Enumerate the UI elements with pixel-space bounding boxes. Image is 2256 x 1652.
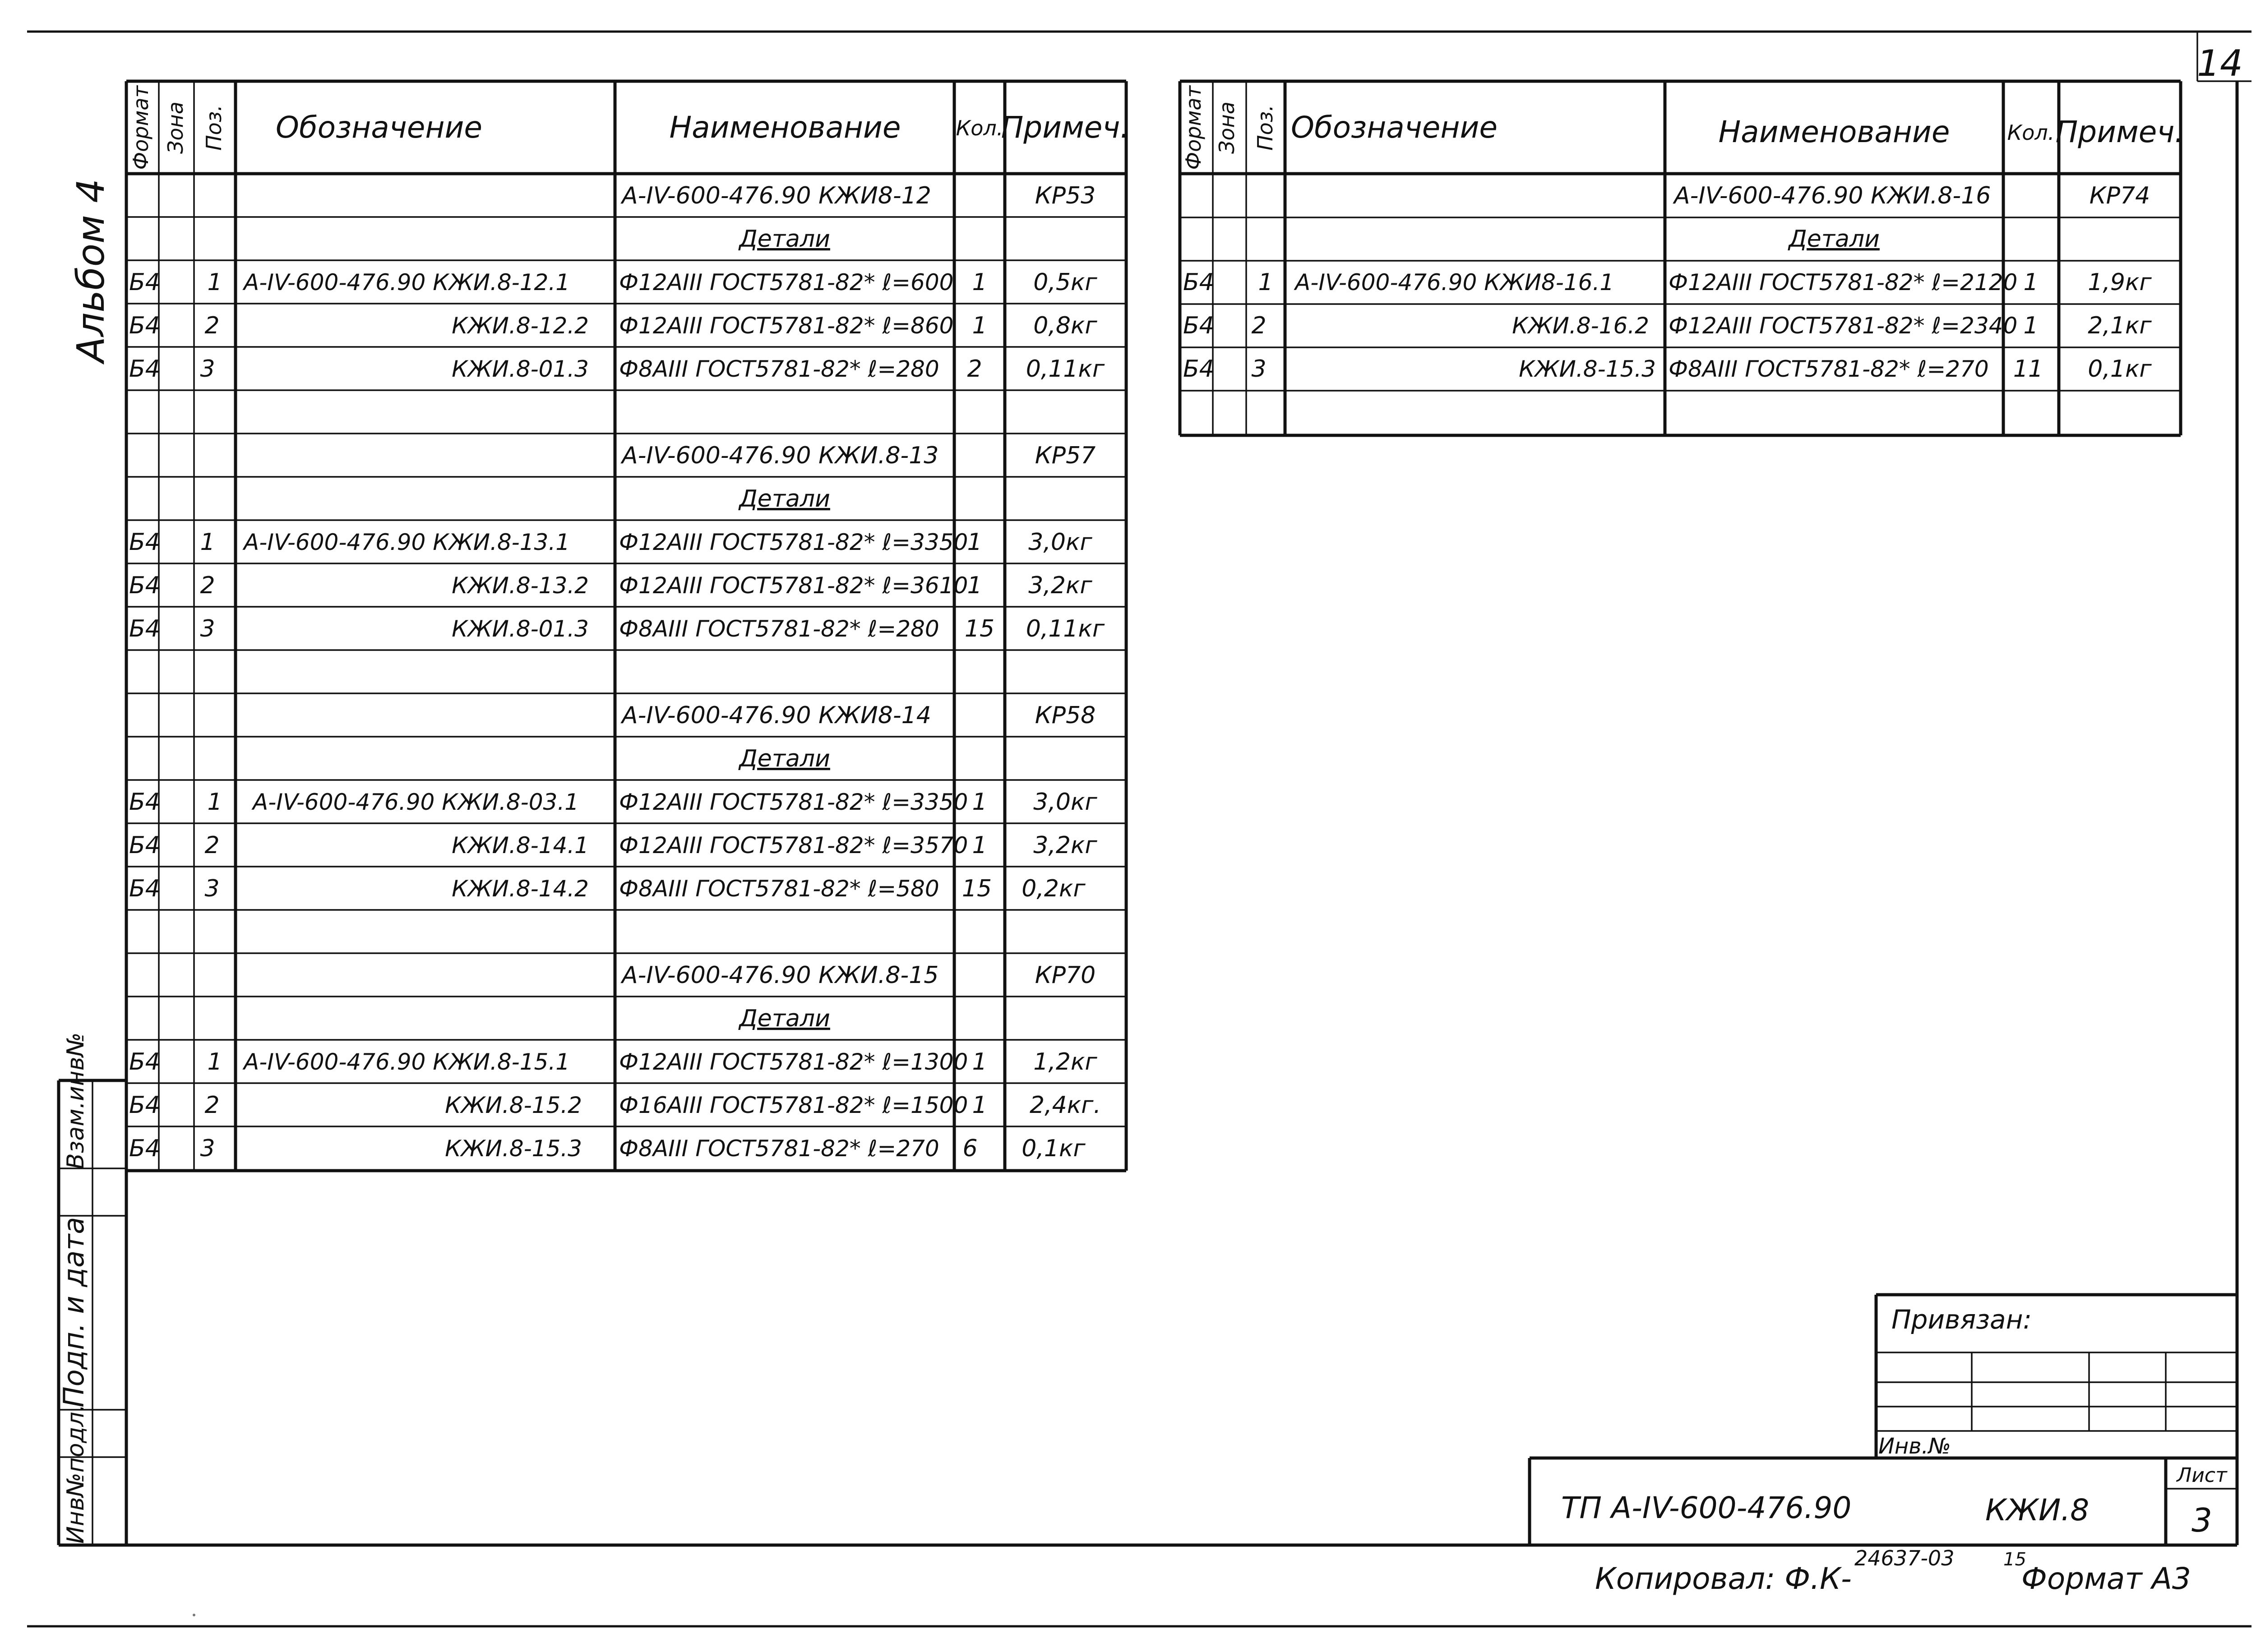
left-table-row [129, 615, 1105, 642]
row-pos: 2 [1251, 312, 1267, 339]
left-table-row [129, 832, 1097, 859]
row-name: Ф12АIII ГОСТ5781-82* ℓ=600 [619, 269, 954, 295]
dot-mark [193, 1614, 195, 1616]
stamp-replace-inv: Взам.инв№ [62, 1032, 89, 1169]
linked-box [1876, 1295, 2237, 1459]
row-format: Б4 [129, 615, 160, 642]
row-pos: 1 [207, 269, 222, 296]
title-mark: КЖИ.8 [1985, 1493, 2090, 1527]
row-section-title: Детали [1789, 226, 1880, 253]
row-format: Б4 [129, 832, 160, 859]
header-designation: Обозначение [1291, 110, 1498, 145]
row-name: Ф12АIII ГОСТ5781-82* ℓ=3350 [619, 529, 968, 555]
row-pos: 3 [204, 875, 220, 902]
title-code: ТП А-IV-600-476.90 [1561, 1490, 1852, 1525]
title-sheet-label: Лист [2177, 1464, 2227, 1487]
row-format: Б4 [129, 1048, 160, 1075]
row-designation: А-IV-600-476.90 КЖИ8-16.1 [1295, 269, 1614, 295]
row-note: 0,11кг [1026, 355, 1105, 383]
row-note: 2,4кг. [1030, 1092, 1101, 1119]
row-designation: А-IV-600-476.90 КЖИ.8-13.1 [244, 529, 570, 555]
stamp-inv-orig: Инв№подл. [62, 1404, 89, 1544]
left-table-row [620, 182, 1096, 209]
row-designation: КЖИ.8-13.2 [452, 572, 589, 599]
header-pos: Поз. [1253, 105, 1277, 151]
left-table-row [620, 442, 1096, 469]
row-qty: 1 [972, 1048, 987, 1075]
row-pos: 1 [200, 529, 215, 556]
header-format: Формат [129, 85, 153, 170]
row-format: Б4 [1183, 355, 1214, 383]
row-name: Ф12АIII ГОСТ5781-82* ℓ=3570 [619, 832, 968, 858]
row-name: А-IV-600-476.90 КЖИ8-14 [622, 702, 931, 729]
footer-copied: Копировал: Ф.К- [1595, 1561, 1852, 1596]
row-qty: 2 [967, 355, 982, 383]
left-table-row [129, 312, 1097, 339]
side-stamp [57, 1033, 126, 1545]
right-table [1180, 81, 2184, 435]
row-qty: 15 [962, 875, 992, 902]
row-designation: КЖИ.8-16.2 [1512, 313, 1649, 339]
right-table-row [1183, 312, 2152, 339]
row-qty: 1 [967, 572, 982, 599]
left-table-row [129, 875, 1086, 902]
row-designation: А-IV-600-476.90 КЖИ.8-15.1 [244, 1049, 570, 1075]
row-section-title: Детали [739, 485, 830, 512]
row-note: КР53 [1035, 182, 1096, 209]
row-note: 3,0кг [1033, 789, 1097, 816]
row-qty: 1 [2023, 312, 2039, 339]
row-note: 0,1кг [1022, 1135, 1086, 1162]
row-format: Б4 [129, 789, 160, 816]
right-table-row [1673, 182, 2150, 209]
row-note: 0,2кг [1022, 875, 1086, 902]
row-note: 3,2кг [1028, 572, 1092, 599]
row-designation: КЖИ.8-01.3 [452, 616, 589, 642]
row-name: Ф8АIII ГОСТ5781-82* ℓ=580 [619, 876, 939, 902]
row-name: А-IV-600-476.90 КЖИ8-12 [622, 182, 931, 209]
row-note: 1,9кг [2088, 269, 2152, 296]
right-table-row [1183, 355, 2152, 383]
row-note: КР74 [2089, 182, 2150, 209]
row-name: Ф12АIII ГОСТ5781-82* ℓ=860 [619, 313, 954, 339]
row-pos: 3 [200, 615, 215, 642]
header-zone: Зона [1215, 102, 1239, 154]
left-table-row [129, 529, 1092, 556]
row-section-title: Детали [739, 745, 830, 772]
row-designation: КЖИ.8-15.3 [445, 1135, 582, 1162]
left-table-row [129, 789, 1097, 816]
row-qty: 1 [2023, 269, 2039, 296]
header-note: Примеч. [2055, 115, 2184, 149]
row-designation: КЖИ.8-14.1 [452, 832, 589, 858]
row-format: Б4 [129, 572, 160, 599]
row-name: А-IV-600-476.90 КЖИ.8-15 [622, 962, 939, 989]
row-note: 0,8кг [1033, 312, 1097, 339]
stamp-sign-date: Подп. и дата [57, 1217, 90, 1407]
row-format: Б4 [1183, 312, 1214, 339]
left-table-row [129, 572, 1092, 599]
row-designation: КЖИ.8-12.2 [452, 313, 589, 339]
title-sheet-number: 3 [2191, 1501, 2212, 1539]
row-qty: 1 [972, 832, 987, 859]
row-format: Б4 [129, 1135, 160, 1162]
header-pos: Поз. [202, 105, 226, 151]
row-format: Б4 [129, 312, 160, 339]
header-qty: Кол. [956, 116, 1003, 140]
row-name: А-IV-600-476.90 КЖИ.8-13 [622, 442, 939, 469]
left-table-row [129, 1135, 1086, 1162]
row-format: Б4 [129, 355, 160, 383]
row-qty: 1 [972, 269, 987, 296]
row-format: Б4 [129, 529, 160, 556]
row-format: Б4 [129, 269, 160, 296]
row-pos: 2 [204, 1092, 220, 1119]
row-pos: 1 [1258, 269, 1273, 296]
row-name: Ф8АIII ГОСТ5781-82* ℓ=280 [619, 616, 939, 642]
row-pos: 2 [204, 312, 220, 339]
row-qty: 6 [962, 1135, 978, 1162]
row-note: КР57 [1035, 442, 1096, 469]
row-pos: 2 [204, 832, 220, 859]
row-qty: 11 [2013, 355, 2043, 383]
row-designation: КЖИ.8-15.3 [1519, 356, 1656, 382]
right-table-row [1788, 226, 1880, 253]
row-designation: А-IV-600-476.90 КЖИ.8-12.1 [244, 269, 570, 295]
left-table-row [620, 962, 1096, 989]
footer-order-number: 24637-03 [1854, 1546, 1955, 1570]
right-table-row [1183, 269, 2152, 296]
row-note: 3,0кг [1028, 529, 1092, 556]
row-name: Ф8АIII ГОСТ5781-82* ℓ=280 [619, 356, 939, 382]
left-table-row [620, 702, 1096, 729]
album-label: Альбом 4 [69, 179, 113, 363]
row-name: Ф16АIII ГОСТ5781-82* ℓ=1500 [619, 1092, 968, 1118]
row-name: Ф12АIII ГОСТ5781-82* ℓ=3610 [619, 572, 968, 599]
row-pos: 3 [200, 1135, 215, 1162]
header-name: Наименование [1718, 115, 1950, 149]
row-note: 1,2кг [1033, 1048, 1097, 1075]
row-note: КР58 [1035, 702, 1096, 729]
row-note: КР70 [1035, 962, 1096, 989]
row-note: 2,1кг [2088, 312, 2152, 339]
title-block [1530, 1458, 2237, 1545]
left-table-row [738, 745, 830, 772]
row-designation: А-IV-600-476.90 КЖИ.8-03.1 [253, 789, 579, 815]
row-note: 3,2кг [1033, 832, 1097, 859]
row-qty: 1 [972, 789, 987, 816]
left-table [126, 81, 1129, 1171]
row-pos: 1 [207, 1048, 222, 1075]
row-qty: 1 [967, 529, 982, 556]
left-table-row [738, 485, 830, 512]
row-designation: КЖИ.8-15.2 [445, 1092, 582, 1118]
row-pos: 2 [200, 572, 215, 599]
left-table-row [129, 269, 1097, 296]
footer-superscript: 15 [2003, 1549, 2026, 1570]
row-name: Ф12АIII ГОСТ5781-82* ℓ=2340 [1669, 313, 2018, 339]
row-pos: 3 [200, 355, 215, 383]
row-name: Ф12АIII ГОСТ5781-82* ℓ=3350 [619, 789, 968, 815]
linked-title: Привязан: [1891, 1304, 2032, 1335]
left-table-row [129, 355, 1105, 383]
row-pos: 1 [207, 789, 222, 816]
row-format: Б4 [129, 1092, 160, 1119]
left-table-row [129, 1048, 1097, 1075]
header-zone: Зона [163, 102, 188, 154]
footer [1595, 1546, 2191, 1596]
row-qty: 15 [964, 615, 995, 642]
row-qty: 1 [972, 312, 987, 339]
row-section-title: Детали [739, 1005, 830, 1032]
row-format: Б4 [129, 875, 160, 902]
row-designation: КЖИ.8-01.3 [452, 356, 589, 382]
row-format: Б4 [1183, 269, 1214, 296]
row-note: 0,5кг [1033, 269, 1097, 296]
left-table-row [738, 1005, 830, 1032]
header-qty: Кол. [2007, 120, 2055, 145]
header-designation: Обозначение [276, 110, 482, 145]
row-name: Ф12АIII ГОСТ5781-82* ℓ=2120 [1669, 269, 2018, 295]
linked-inv-label: Инв.№ [1878, 1434, 1951, 1459]
row-designation: КЖИ.8-14.2 [452, 876, 589, 902]
left-table-row [738, 226, 830, 253]
header-format: Формат [1181, 85, 1206, 170]
row-note: 0,1кг [2088, 355, 2152, 383]
row-name: Ф8АIII ГОСТ5781-82* ℓ=270 [619, 1135, 939, 1162]
row-pos: 3 [1251, 355, 1267, 383]
row-section-title: Детали [739, 226, 830, 253]
row-qty: 1 [972, 1092, 987, 1119]
header-name: Наименование [669, 110, 901, 145]
row-name: Ф8АIII ГОСТ5781-82* ℓ=270 [1669, 356, 1989, 382]
row-name: Ф12АIII ГОСТ5781-82* ℓ=1300 [619, 1049, 968, 1075]
row-note: 0,11кг [1026, 615, 1105, 642]
left-row-lines [126, 217, 1126, 1126]
top-sheet-number: 14 [2197, 42, 2243, 84]
footer-format: Формат А3 [2021, 1561, 2191, 1596]
row-name: А-IV-600-476.90 КЖИ.8-16 [1674, 182, 1991, 209]
header-note: Примеч. [1001, 110, 1130, 145]
